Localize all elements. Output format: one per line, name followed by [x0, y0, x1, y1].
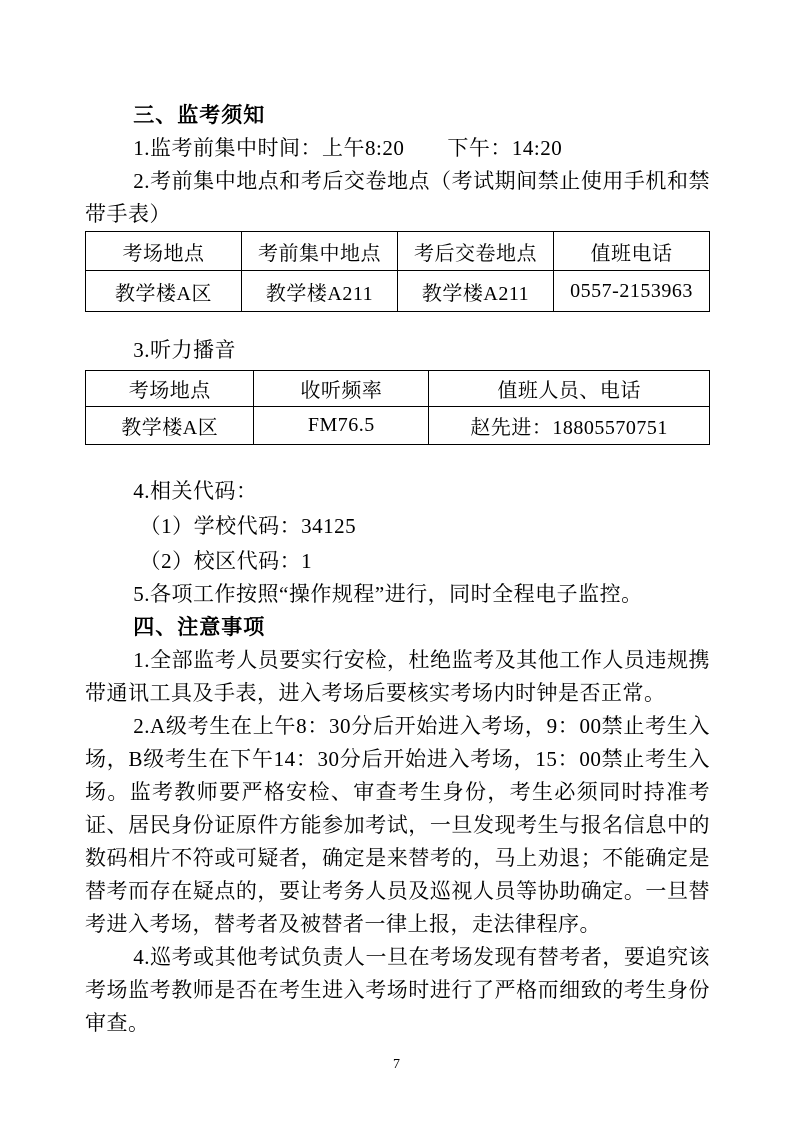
table-cell: 教学楼A211	[242, 271, 398, 312]
paragraph-operating-procedures: 5.各项工作按照“操作规程”进行，同时全程电子监控。	[133, 582, 643, 606]
table-row	[86, 407, 710, 445]
table-cell: 教学楼A区	[86, 271, 242, 312]
table-header-cell: 考场地点	[86, 371, 254, 407]
table-header-row	[86, 232, 710, 271]
paragraph-security-check: 1.全部监考人员要实行安检，杜绝监考及其他工作人员违规携带通讯工具及手表，进入考场后要核实考场内时钟是否正常。	[85, 648, 710, 705]
paragraph-inspector-accountability: 4.巡考或其他考试负责人一旦在考场发现有替考者，要追究该考场监考教师是否在考生进入考场时进行了严格而细致的考生身份审查。	[85, 945, 710, 1035]
table-cell: FM76.5	[254, 407, 429, 445]
table-cell: 0557-2153963	[554, 271, 710, 312]
table-cell: 教学楼A区	[86, 407, 254, 445]
campus-code-line: （2）校区代码：1	[139, 549, 313, 573]
listening-broadcast-table	[85, 370, 710, 445]
table-header-cell: 考场地点	[86, 232, 242, 271]
paragraph-assembly-location: 2.考前集中地点和考后交卷地点（考试期间禁止使用手机和禁带手表）	[85, 169, 710, 226]
page-number: 7	[393, 1057, 400, 1072]
school-code-line: （1）学校代码：34125	[139, 514, 357, 538]
section-heading-notices: 四、注意事项	[133, 615, 266, 639]
section-heading-proctor-notes: 三、监考须知	[133, 103, 266, 127]
paragraph-entry-rules: 2.A级考生在上午8：30分后开始进入考场，9：00禁止考生入场，B级考生在下午14：30分后开始进入考场，15：00禁止考生入场。监考教师要严格安检、审查考生身份，考生必须同时持准考证、居民身份证原件方能参加考试，一旦发现考生与报名信息中的数码相片不符或可疑者，确定是来替考的，马上劝退；不能确定是替考而存在疑点的，要让考务人员及巡视人员等协助确定。一旦替考进入考场，替考者及被替者一律上报，走法律程序。	[85, 714, 710, 936]
table-cell: 赵先进：18805570751	[429, 407, 710, 445]
table-row	[86, 271, 710, 312]
paragraph-assembly-time: 1.监考前集中时间：上午8:20 下午：14:20	[133, 136, 563, 160]
table-header-cell: 值班电话	[554, 232, 710, 271]
table-header-cell: 考前集中地点	[242, 232, 398, 271]
assembly-location-table	[85, 231, 710, 312]
paragraph-related-codes: 4.相关代码：	[133, 479, 258, 503]
table-header-cell: 值班人员、电话	[429, 371, 710, 407]
table-cell: 教学楼A211	[398, 271, 554, 312]
table-header-row	[86, 371, 710, 407]
table-header-cell: 考后交卷地点	[398, 232, 554, 271]
table-header-cell: 收听频率	[254, 371, 429, 407]
paragraph-listening-broadcast: 3.听力播音	[133, 338, 237, 362]
